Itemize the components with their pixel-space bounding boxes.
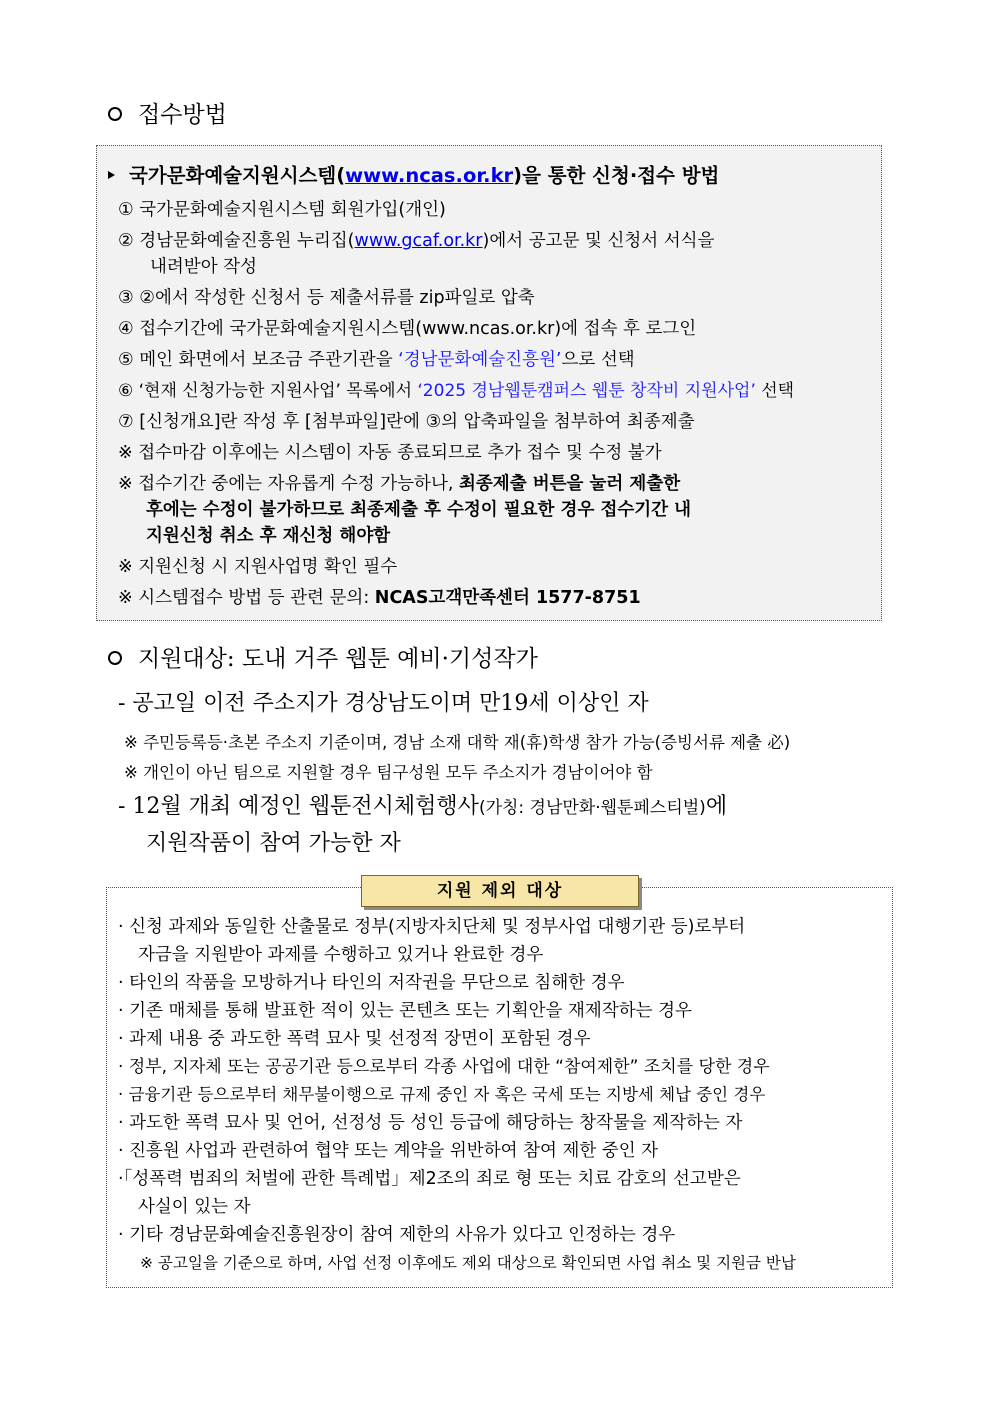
heading-text: 지원대상: 도내 거주 웹툰 예비·기성작가 — [138, 646, 538, 672]
step-3: ③ ②에서 작성한 신청서 등 제출서류를 zip파일로 압축 — [118, 288, 535, 308]
exclusion-item-continued: 자금을 지원받아 과제를 수행하고 있거나 완료한 경우 — [138, 945, 544, 965]
application-box-title — [108, 164, 719, 188]
step-6-post: 선택 — [755, 381, 795, 401]
note-edit-bold-2: 후에는 수정이 불가하므로 최종제출 후 수정이 필요한 경우 접수기간 내 — [146, 500, 692, 520]
exclusion-item: ·「성폭력 범죄의 처벌에 관한 특례법」제2조의 죄로 형 또는 치료 감호의 선고받은 — [118, 1169, 741, 1189]
exclusion-item: · 정부, 지자체 또는 공공기관 등으로부터 각종 사업에 대한 “참여제한” 조치를 당한 경우 — [118, 1057, 770, 1077]
step-6-highlight: ‘2025 경남웹툰캠퍼스 웹툰 창작비 지원사업’ — [417, 381, 756, 401]
step-6 — [118, 379, 794, 403]
note-deadline: ※ 접수마감 이후에는 시스템이 자동 종료되므로 추가 접수 및 수정 불가 — [118, 443, 662, 463]
circle-bullet-icon — [108, 651, 122, 665]
note-edit-bold-3: 지원신청 취소 후 재신청 해야함 — [146, 526, 391, 546]
eligibility-note-1: ※ 주민등록등·초본 주소지 기준이며, 경남 소재 대학 재(휴)학생 참가 가능(증빙서류 제출 必) — [124, 733, 791, 752]
eligibility-item-2 — [118, 792, 727, 823]
circle-bullet-icon — [108, 107, 122, 121]
exclusions-label: 지원 제외 대상 — [361, 875, 639, 907]
step-2 — [118, 229, 714, 253]
note-inquiry-pre: ※ 시스템접수 방법 등 관련 문의: — [118, 588, 375, 608]
box-title-pre: 국가문화예술지원시스템( — [129, 164, 346, 187]
exclusions-footnote: ※ 공고일을 기준으로 하며, 사업 선정 이후에도 제외 대상으로 확인되면 사업 취소 및 지원금 반납 — [140, 1254, 796, 1272]
exclusion-item: · 기타 경남문화예술진흥원장이 참여 제한의 사유가 있다고 인정하는 경우 — [118, 1225, 676, 1245]
note-inquiry — [118, 586, 641, 610]
exclusion-item: · 금융기관 등으로부터 채무불이행으로 규제 중인 자 혹은 국세 또는 지방세 체납 중인 경우 — [118, 1085, 766, 1104]
heading-text: 접수방법 — [138, 102, 227, 128]
box-title-post: )을 통한 신청·접수 방법 — [513, 164, 720, 187]
exclusion-item: · 과도한 폭력 묘사 및 언어, 선정성 등 성인 등급에 해당하는 창작물을 제작하는 자 — [118, 1113, 743, 1133]
exclusion-item: · 기존 매체를 통해 발표한 적이 있는 콘텐츠 또는 기획안을 재제작하는 경우 — [118, 1001, 692, 1021]
note-project-name: ※ 지원신청 시 지원사업명 확인 필수 — [118, 557, 398, 577]
eligibility-note-2: ※ 개인이 아닌 팀으로 지원할 경우 팀구성원 모두 주소지가 경남이어야 함 — [124, 763, 653, 782]
step-5 — [118, 348, 635, 372]
note-edit — [118, 472, 680, 496]
step-5-post: 으로 선택 — [561, 350, 635, 370]
note-edit-bold-1: 최종제출 버튼을 눌러 제출한 — [459, 474, 681, 494]
exclusion-item: · 타인의 작품을 모방하거나 타인의 저작권을 무단으로 침해한 경우 — [118, 973, 625, 993]
item-2-part-b: (가칭: 경남만화·웹툰페스티벌) — [478, 798, 706, 818]
step-2-continued: 내려받아 작성 — [150, 257, 257, 277]
step-7: ⑦ [신청개요]란 작성 후 [첨부파일]란에 ③의 압축파일을 첨부하여 최종제출 — [118, 412, 695, 432]
step-1: ① 국가문화예술지원시스템 회원가입(개인) — [118, 200, 446, 220]
item-2-part-a: - 12월 개최 예정인 웹툰전시체험행사 — [118, 794, 479, 819]
ncas-link[interactable]: www.ncas.or.kr — [345, 164, 514, 187]
note-edit-pre: ※ 접수기간 중에는 자유롭게 수정 가능하나, — [118, 474, 459, 494]
exclusion-item-continued: 사실이 있는 자 — [138, 1197, 251, 1217]
step-2-pre: ② 경남문화예술진흥원 누리집( — [118, 231, 355, 251]
exclusion-item: · 과제 내용 중 과도한 폭력 묘사 및 선정적 장면이 포함된 경우 — [118, 1029, 591, 1049]
step-5-highlight: ‘경남문화예술진흥원’ — [398, 350, 562, 370]
step-6-pre: ⑥ ‘현재 신청가능한 지원사업’ 목록에서 — [118, 381, 418, 401]
step-5-pre: ⑤ 메인 화면에서 보조금 주관기관을 — [118, 350, 399, 370]
exclusion-item: · 진흥원 사업과 관련하여 협약 또는 계약을 위반하여 참여 제한 중인 자 — [118, 1141, 659, 1161]
step-2-post: )에서 공고문 및 신청서 서식을 — [482, 231, 715, 251]
exclusion-item: · 신청 과제와 동일한 산출물로 정부(지방자치단체 및 정부사업 대행기관 등)로부터 — [118, 917, 746, 937]
step-4: ④ 접수기간에 국가문화예술지원시스템(www.ncas.or.kr)에 접속 후 로그인 — [118, 319, 697, 339]
eligibility-item-1: - 공고일 이전 주소지가 경상남도이며 만19세 이상인 자 — [118, 691, 649, 716]
eligibility-item-2-continued: 지원작품이 참여 가능한 자 — [146, 831, 401, 856]
gcaf-link[interactable]: www.gcaf.or.kr — [354, 231, 483, 251]
triangle-bullet-icon — [108, 171, 115, 179]
item-2-part-c: 에 — [705, 794, 728, 819]
ncas-contact: NCAS고객만족센터 1577-8751 — [374, 588, 641, 608]
section-heading-eligibility — [108, 644, 538, 674]
section-heading-application — [108, 100, 227, 130]
